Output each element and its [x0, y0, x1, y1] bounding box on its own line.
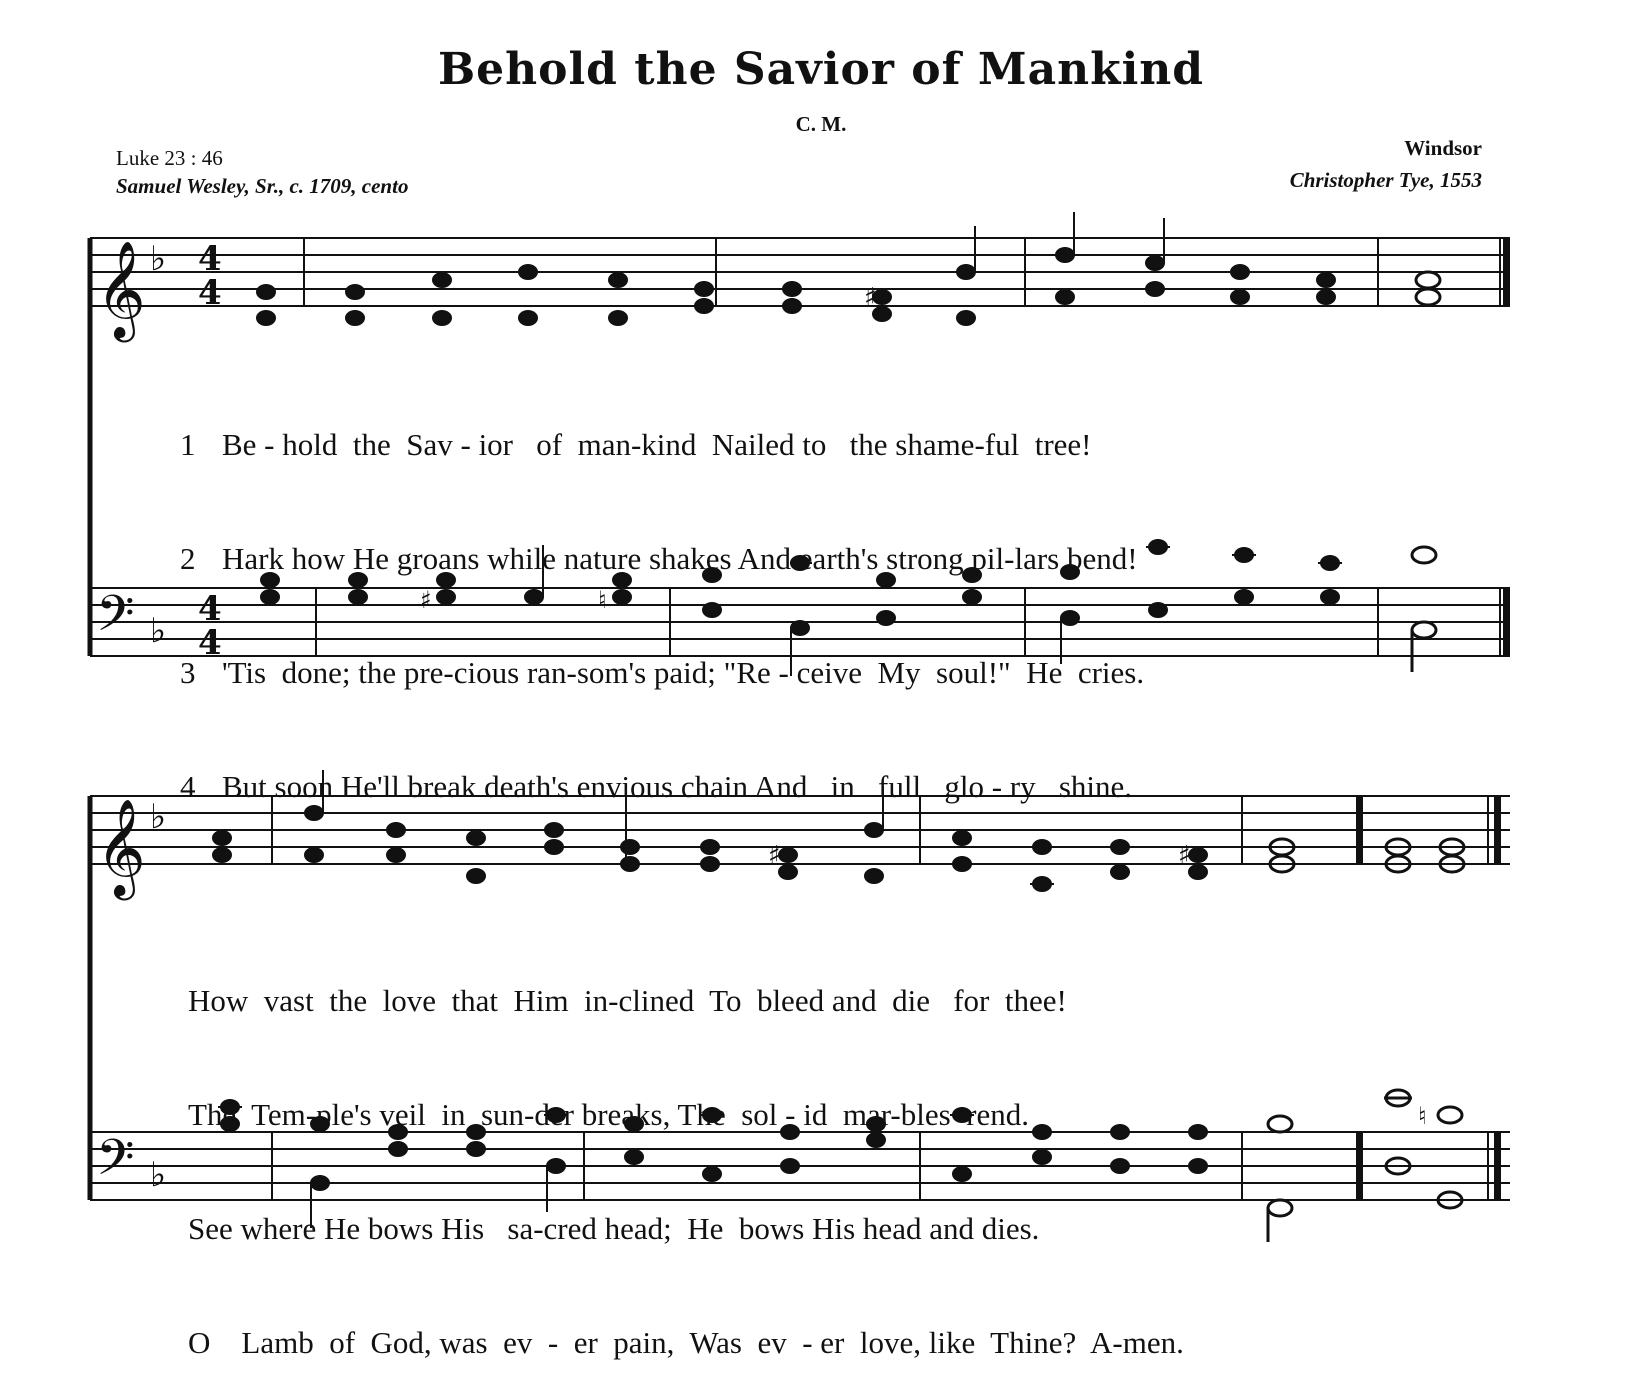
natural-icon: ♮: [598, 586, 607, 614]
sharp-icon: ♯: [420, 586, 432, 614]
meter-label: C. M.: [795, 112, 847, 136]
verses-part-1: [180, 352, 1144, 844]
final-barline: [1503, 588, 1510, 656]
bass-clef-icon: 𝄢: [96, 1129, 135, 1199]
verse-line: [180, 766, 1144, 808]
final-barline: [1503, 238, 1510, 306]
double-barline: [1356, 1132, 1363, 1200]
verse-line: [180, 652, 1144, 694]
verse-number: 4: [180, 769, 196, 804]
verse-line: See where He bows His sa-cred head; He bows His head and dies.: [188, 1211, 1040, 1246]
tune-name: Windsor: [1404, 136, 1482, 160]
key-signature-flat-icon: ♭: [150, 611, 167, 651]
final-barline: [1494, 1132, 1501, 1200]
time-signature-top: 4: [198, 239, 222, 279]
verse-number: 2: [180, 541, 196, 576]
time-signature-top: 4: [198, 589, 222, 629]
scripture-reference: Luke 23 : 46: [116, 146, 223, 170]
verse-text: Be - hold the Sav - ior of man-kind Nailed to the shame-ful tree!: [222, 427, 1092, 462]
system-2-treble-half-notes: [1270, 839, 1464, 872]
natural-icon: ♮: [1418, 1102, 1427, 1130]
verse-line: O Lamb of God, was ev - er pain, Was ev - er love, like Thine? A-men.: [188, 1325, 1184, 1360]
verse-text: But soon He'll break death's envious chain And in full glo - ry shine.: [222, 769, 1133, 804]
system-1-treble-notes: [257, 212, 1335, 325]
time-signature-bottom: 4: [198, 623, 222, 663]
sharp-icon: ♯: [864, 283, 877, 313]
sharp-icon: ♯: [768, 841, 781, 871]
bass-clef-icon: 𝄢: [96, 585, 135, 655]
verse-text: 'Tis done; the pre-cious ran-som's paid; "Re - ceive My soul!" He cries.: [222, 655, 1145, 690]
key-signature-flat-icon: ♭: [150, 797, 167, 837]
sharp-icon: ♯: [1178, 841, 1191, 871]
verse-line: [180, 424, 1144, 466]
time-signature-bottom: 4: [198, 273, 222, 313]
composer: Christopher Tye, 1553: [1289, 168, 1482, 192]
system-1-bass-half-notes: [1412, 547, 1436, 672]
verse-line: [180, 538, 1144, 580]
treble-clef-icon: 𝄞: [96, 240, 146, 338]
verse-line: The Tem-ple's veil in sun-der breaks, The sol - id mar-bles rend.: [188, 1097, 1030, 1132]
key-signature-flat-icon: ♭: [150, 1155, 167, 1195]
double-barline: [1356, 796, 1363, 864]
verse-text: Hark how He groans while nature shakes And earth's strong pil-lars bend!: [222, 541, 1138, 576]
key-signature-flat-icon: ♭: [150, 239, 167, 279]
final-barline: [1494, 796, 1501, 864]
hymn-title: Behold the Savior of Mankind: [437, 44, 1205, 95]
text-author: Samuel Wesley, Sr., c. 1709, cento: [116, 174, 409, 198]
verse-line: How vast the love that Him in-clined To bleed and die for thee!: [188, 983, 1067, 1018]
treble-clef-icon: 𝄞: [96, 798, 146, 896]
verse-number: 3: [180, 655, 196, 690]
verses-part-2: [188, 908, 1184, 1400]
verse-number: 1: [180, 427, 196, 462]
